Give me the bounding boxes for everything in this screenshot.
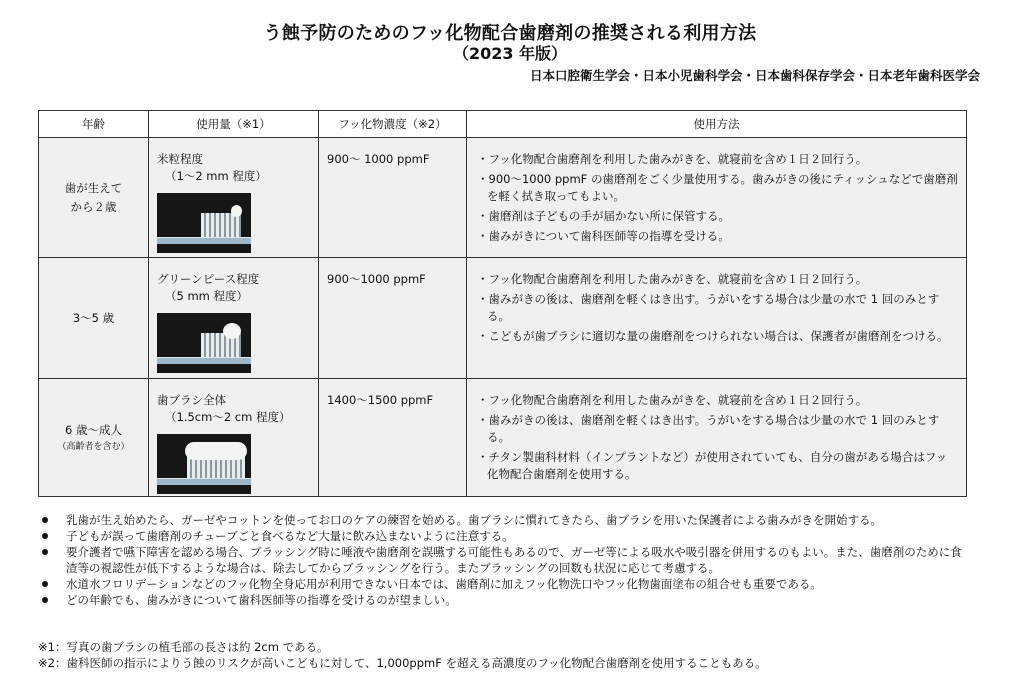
age-label: 3～5 歳 bbox=[72, 310, 115, 325]
amount-label: グリーンピース程度 bbox=[157, 272, 260, 286]
method-item: ・フッ化物配合歯磨剤を利用した歯みがきを、就寝前を含め１日２回行う。 bbox=[477, 393, 868, 407]
method-cell bbox=[467, 138, 967, 258]
method-item: ・チタン製歯科材料（インプラントなど）が使用されていても、自分の歯がある場合はフッ化物配合歯磨剤を使用する。 bbox=[477, 450, 948, 481]
organizations: 日本口腔衛生学会・日本小児歯科学会・日本歯科保存学会・日本老年歯科医学会 bbox=[529, 68, 980, 83]
method-item: ・フッ化物配合歯磨剤を利用した歯みがきを、就寝前を含め１日２回行う。 bbox=[477, 272, 868, 286]
footnotes bbox=[38, 639, 968, 671]
method-item: ・歯みがきの後は、歯磨剤を軽くはき出す。うがいをする場合は少量の水で 1 回のみとする。 bbox=[477, 413, 940, 444]
age-note: （高齢者を含む） bbox=[57, 442, 130, 452]
age-cell bbox=[39, 379, 149, 497]
amount-cell bbox=[149, 258, 319, 379]
method-item: ・歯みがきについて歯科医師等の指導を受ける。 bbox=[477, 229, 730, 243]
notes-list bbox=[38, 512, 968, 608]
table-row bbox=[39, 138, 967, 258]
document-title: う蝕予防のためのフッ化物配合歯磨剤の推奨される利用方法 bbox=[263, 23, 757, 44]
concentration-value: 900～ 1000 ppmF bbox=[327, 152, 430, 166]
recommendation-table bbox=[38, 110, 967, 497]
concentration-cell bbox=[319, 258, 467, 379]
header-method: 使用方法 bbox=[467, 111, 967, 138]
amount-cell bbox=[149, 138, 319, 258]
header-concentration: フッ化物濃度（※2） bbox=[319, 111, 467, 138]
concentration-value: 900～1000 ppmF bbox=[327, 272, 426, 286]
footnote: ※1：写真の歯ブラシの植毛部の長さは約 2cm である。 bbox=[38, 640, 329, 654]
table-row bbox=[39, 258, 967, 379]
footnote: ※2：歯科医師の指示によりう蝕のリスクが高いこどもに対して、1,000ppmF を超える高濃度のフッ化物配合歯磨剤を使用することもある。 bbox=[38, 656, 767, 670]
concentration-cell bbox=[319, 138, 467, 258]
table-header-row bbox=[39, 111, 967, 138]
age-label: 歯が生えて から２歳 bbox=[64, 180, 123, 214]
concentration-cell bbox=[319, 379, 467, 497]
age-label: 6 歳～成人 bbox=[65, 423, 122, 437]
note-item: 子どもが誤って歯磨剤のチューブごと食べるなど大量に飲み込まないように注意する。 bbox=[38, 528, 968, 544]
amount-label: 米粒程度 bbox=[157, 152, 203, 166]
table-row bbox=[39, 379, 967, 497]
amount-size: （5 mm 程度） bbox=[165, 289, 249, 303]
method-cell bbox=[467, 379, 967, 497]
amount-label: 歯ブラシ全体 bbox=[157, 393, 226, 407]
method-item: ・こどもが歯ブラシに適切な量の歯磨剤をつけられない場合は、保護者が歯磨剤をつける。 bbox=[477, 329, 949, 343]
header-amount: 使用量（※1） bbox=[149, 111, 319, 138]
concentration-value: 1400～1500 ppmF bbox=[327, 393, 434, 407]
toothbrush-photo-rice-grain bbox=[157, 193, 251, 253]
method-item: ・歯みがきの後は、歯磨剤を軽くはき出す。うがいをする場合は少量の水で 1 回のみとする。 bbox=[477, 292, 940, 323]
note-item: 乳歯が生え始めたら、ガーゼやコットンを使ってお口のケアの練習を始める。歯ブラシに慣れてきたら、歯ブラシを用いた保護者による歯みがきを開始する。 bbox=[38, 512, 968, 528]
age-cell bbox=[39, 138, 149, 258]
document-subtitle: （2023 年版） bbox=[452, 44, 568, 63]
amount-cell bbox=[149, 379, 319, 497]
age-cell bbox=[39, 258, 149, 379]
note-item: 水道水フロリデーションなどのフッ化物全身応用が利用できない日本では、歯磨剤に加えフッ化物洗口やフッ化物歯面塗布の組合せも重要である。 bbox=[38, 576, 968, 592]
note-item: どの年齢でも、歯みがきについて歯科医師等の指導を受けるのが望ましい。 bbox=[38, 592, 968, 608]
toothbrush-photo-full-brush bbox=[157, 434, 251, 494]
toothbrush-photo-green-pea bbox=[157, 313, 251, 373]
amount-size: （1.5cm～2 cm 程度） bbox=[165, 410, 291, 424]
header-age: 年齢 bbox=[39, 111, 149, 138]
note-item: 要介護者で嚥下障害を認める場合、ブラッシング時に唾液や歯磨剤を誤嚥する可能性もあるので、ガーゼ等による吸水や吸引器を併用するのもよい。また、歯磨剤のために食渣等の視認性が低下するような場合は、除去してからブラッシングを行う。またブラッシングの回数も状況に応じて考慮する。 bbox=[38, 544, 968, 576]
method-item: ・フッ化物配合歯磨剤を利用した歯みがきを、就寝前を含め１日２回行う。 bbox=[477, 152, 868, 166]
method-cell bbox=[467, 258, 967, 379]
amount-size: （1～2 mm 程度） bbox=[165, 169, 267, 183]
method-item: ・歯磨剤は子どもの手が届かない所に保管する。 bbox=[477, 209, 730, 223]
method-item: ・900～1000 ppmF の歯磨剤をごく少量使用する。歯みがきの後にティッシュなどで歯磨剤を軽く拭き取ってもよい。 bbox=[477, 172, 958, 203]
